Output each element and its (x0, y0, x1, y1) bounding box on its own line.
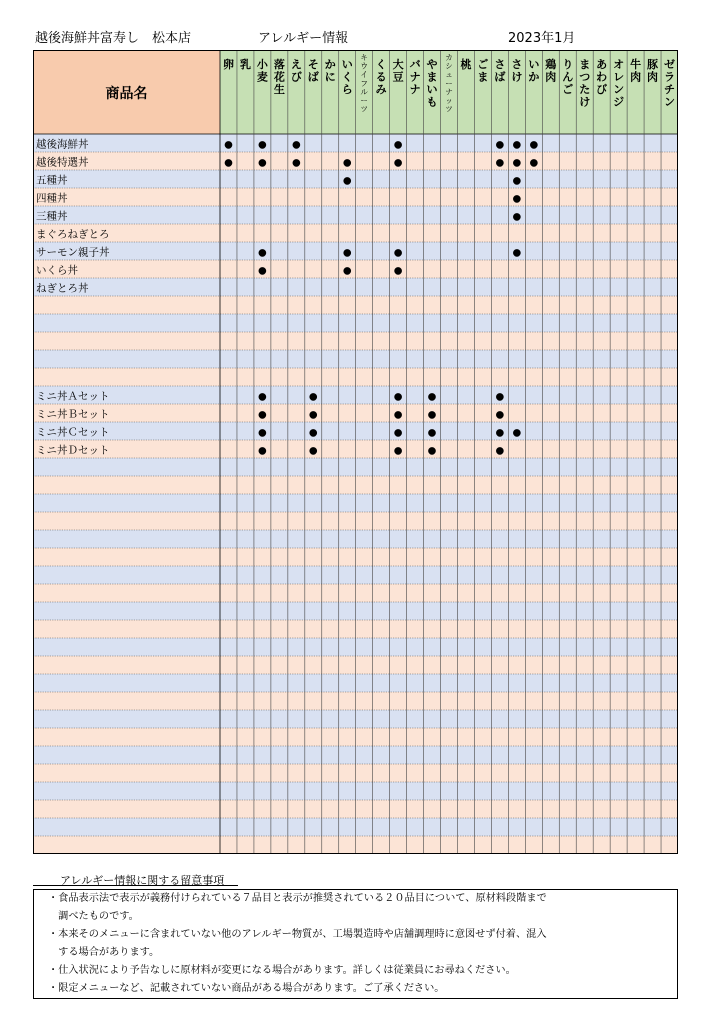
product-name: 越後特選丼 (36, 156, 89, 169)
allergen-label: いくら (341, 58, 353, 96)
allergen-label: 卵 (222, 58, 234, 71)
product-name: 越後海鮮丼 (36, 138, 89, 151)
notes-title-underline (33, 885, 238, 886)
allergen-label: 鶏肉 (545, 58, 557, 84)
allergen-mark: ● (512, 139, 522, 151)
allergen-mark: ● (224, 157, 233, 169)
note-line: ・食品表示法で表示が義務付けられている７品目と表示が推奨されている２０品目について、原材料段階まで (48, 893, 547, 904)
allergen-label: ごま (477, 58, 489, 84)
allergen-mark: ● (512, 427, 522, 439)
product-name: ミニ丼Ｄセット (36, 444, 110, 457)
allergen-mark: ● (258, 265, 267, 277)
allergen-mark: ● (495, 409, 505, 421)
note-line: 調べたものです。 (48, 911, 139, 922)
allergen-mark: ● (258, 247, 267, 259)
product-name: 五種丼 (36, 174, 68, 187)
allergen-mark: ● (427, 391, 437, 403)
allergen-mark: ● (308, 391, 318, 403)
allergen-label: 桃 (460, 58, 472, 71)
allergen-mark: ● (495, 157, 505, 169)
allergen-mark: ● (342, 247, 352, 259)
allergen-label: さば (494, 58, 506, 84)
allergen-mark: ● (393, 157, 403, 169)
allergen-label: 落花生 (273, 58, 285, 96)
product-name: まぐろねぎとろ (36, 228, 110, 241)
allergen-label: りんご (562, 58, 574, 96)
product-name: いくら丼 (36, 264, 78, 277)
allergen-label: まつたけ (579, 58, 591, 109)
page-title: アレルギー情報 (258, 31, 349, 46)
allergen-mark: ● (393, 139, 403, 151)
store-name: 越後海鮮丼富寿し 松本店 (35, 31, 192, 46)
allergen-mark: ● (258, 445, 267, 457)
allergen-mark: ● (393, 409, 403, 421)
allergen-mark: ● (393, 265, 403, 277)
note-line: ・限定メニューなど、記載されていない商品がある場合があります。ご了承ください。 (48, 983, 445, 994)
allergen-mark: ● (258, 409, 267, 421)
allergen-mark: ● (495, 445, 505, 457)
allergen-label: いか (528, 58, 540, 84)
allergen-mark: ● (308, 427, 318, 439)
product-name: 三種丼 (36, 210, 68, 223)
issue-date: 2023年1月 (508, 31, 576, 46)
allergen-mark: ● (427, 409, 437, 421)
note-line: ・本来そのメニューに含まれていない他のアレルギー物質が、工場製造時や店舗調理時に意図せず付着、混入 (48, 929, 547, 940)
allergen-label: ゼラチン (664, 58, 676, 109)
allergen-mark: ● (495, 139, 505, 151)
allergen-mark: ● (512, 175, 522, 187)
allergen-mark: ● (308, 445, 318, 457)
product-name: ミニ丼Ａセット (36, 390, 110, 403)
allergen-mark: ● (512, 193, 522, 205)
allergen-label: カシューナッツ (445, 53, 453, 114)
allergen-label: そば (307, 58, 319, 84)
allergen-mark: ● (342, 157, 352, 169)
allergen-mark: ● (393, 391, 403, 403)
product-name: ミニ丼Ｂセット (36, 408, 110, 421)
allergen-mark: ● (342, 175, 352, 187)
allergen-mark: ● (495, 427, 505, 439)
note-line: ・仕入状況により予告なしに原材料が変更になる場合があります。詳しくは従業員にお尋ねください。 (48, 965, 516, 976)
allergen-label: キウイフルーツ (360, 53, 368, 114)
allergen-mark: ● (224, 139, 233, 151)
allergen-mark: ● (258, 139, 267, 151)
allergen-mark: ● (512, 157, 522, 169)
product-header: 商品名 (105, 86, 148, 102)
allergen-label: あわび (596, 58, 608, 96)
product-name: サーモン親子丼 (36, 246, 110, 259)
allergen-mark: ● (512, 211, 522, 223)
allergen-table (33, 50, 678, 854)
allergen-mark: ● (529, 157, 539, 169)
allergen-label: かに (324, 58, 336, 84)
allergen-label: さけ (511, 58, 523, 84)
allergen-label: 豚肉 (647, 58, 659, 84)
product-name: ミニ丼Ｃセット (36, 426, 110, 439)
allergen-mark: ● (291, 139, 301, 151)
allergen-mark: ● (258, 427, 267, 439)
allergen-label: 牛肉 (630, 58, 642, 84)
allergen-mark: ● (393, 445, 403, 457)
allergen-label: バナナ (409, 58, 421, 96)
allergen-mark: ● (529, 139, 539, 151)
allergen-mark: ● (427, 427, 437, 439)
allergen-mark: ● (512, 247, 522, 259)
allergen-mark: ● (291, 157, 301, 169)
allergen-mark: ● (495, 391, 505, 403)
product-name: ねぎとろ丼 (36, 282, 89, 295)
allergen-label: やまいも (426, 58, 438, 109)
allergen-label: 乳 (239, 58, 251, 71)
product-name: 四種丼 (36, 192, 68, 205)
note-line: する場合があります。 (48, 947, 160, 958)
allergen-label: 小麦 (256, 58, 268, 84)
allergen-label: えび (290, 58, 302, 84)
allergen-mark: ● (393, 247, 403, 259)
allergen-mark: ● (258, 157, 267, 169)
allergen-mark: ● (342, 265, 352, 277)
allergen-mark: ● (258, 391, 267, 403)
notes-box (33, 889, 678, 999)
allergen-mark: ● (427, 445, 437, 457)
allergen-label: 大豆 (392, 58, 404, 84)
allergen-mark: ● (393, 427, 403, 439)
notes-title: アレルギー情報に関する留意事項 (60, 874, 225, 887)
allergen-label: くるみ (375, 58, 387, 96)
allergen-label: オレンジ (613, 58, 625, 109)
allergen-mark: ● (308, 409, 318, 421)
